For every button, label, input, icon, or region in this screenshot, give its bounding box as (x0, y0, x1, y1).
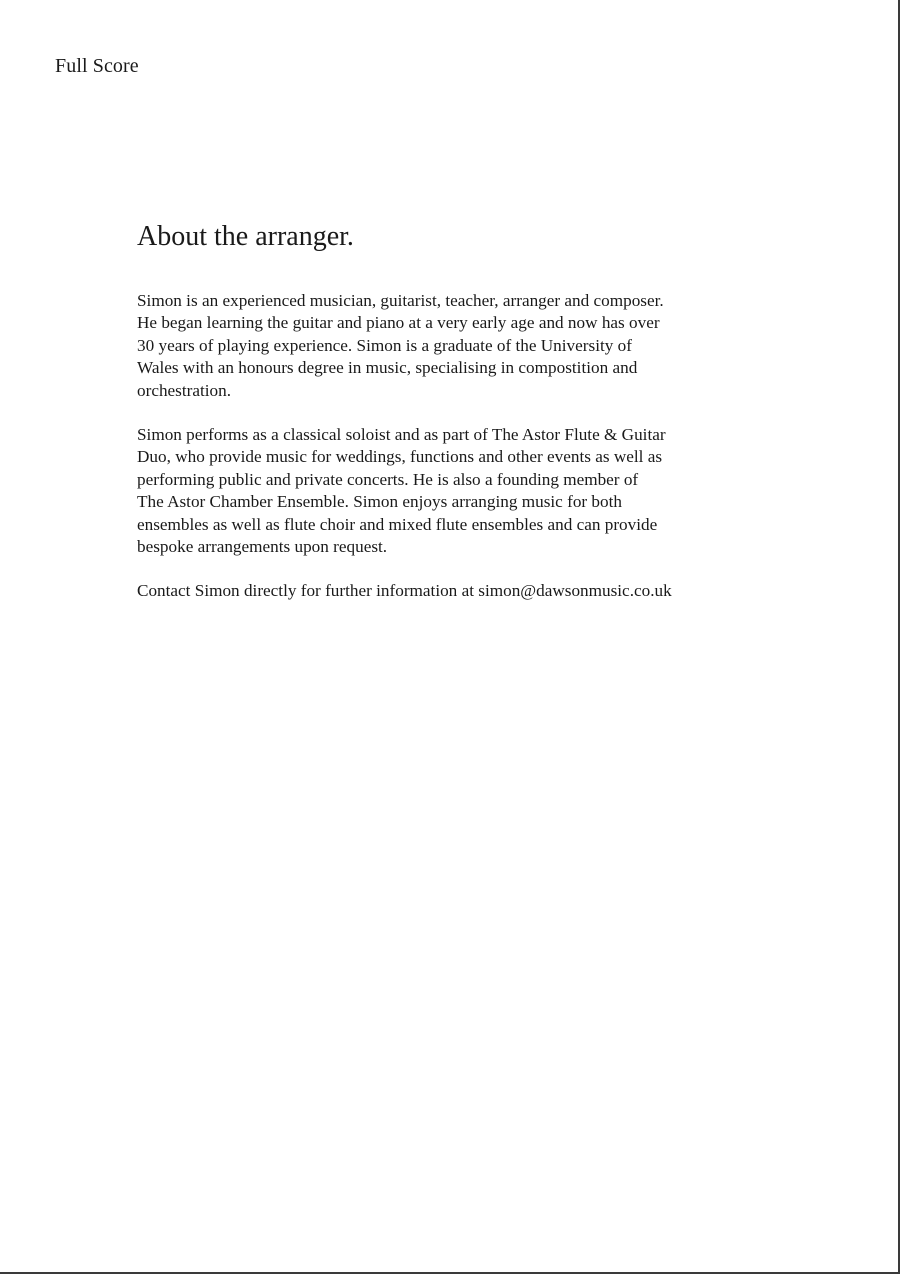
about-section (137, 220, 787, 603)
bio-paragraph-1: Simon is an experienced musician, guitarist, teacher, arranger and composer. He began learning the guitar and piano at a very early age and now has over 30 years of playing experience. Simon is a graduate of the University of Wales with an honours degree in music, specialising in compostition and orchestration. (137, 291, 664, 400)
page-title: About the arranger. (137, 221, 354, 252)
bio-paragraph-2: Simon performs as a classical soloist and as part of The Astor Flute & Guitar Duo, who provide music for weddings, functions and other events as well as performing public and private concerts. He is also a founding member of The Astor Chamber Ensemble. Simon enjoys arranging music for both ensembles as well as flute choir and mixed flute ensembles and can provide bespoke arrangements upon request. (137, 425, 666, 557)
score-label: Full Score (55, 55, 139, 77)
contact-line: Contact Simon directly for further information at simon@dawsonmusic.co.uk (137, 581, 672, 601)
